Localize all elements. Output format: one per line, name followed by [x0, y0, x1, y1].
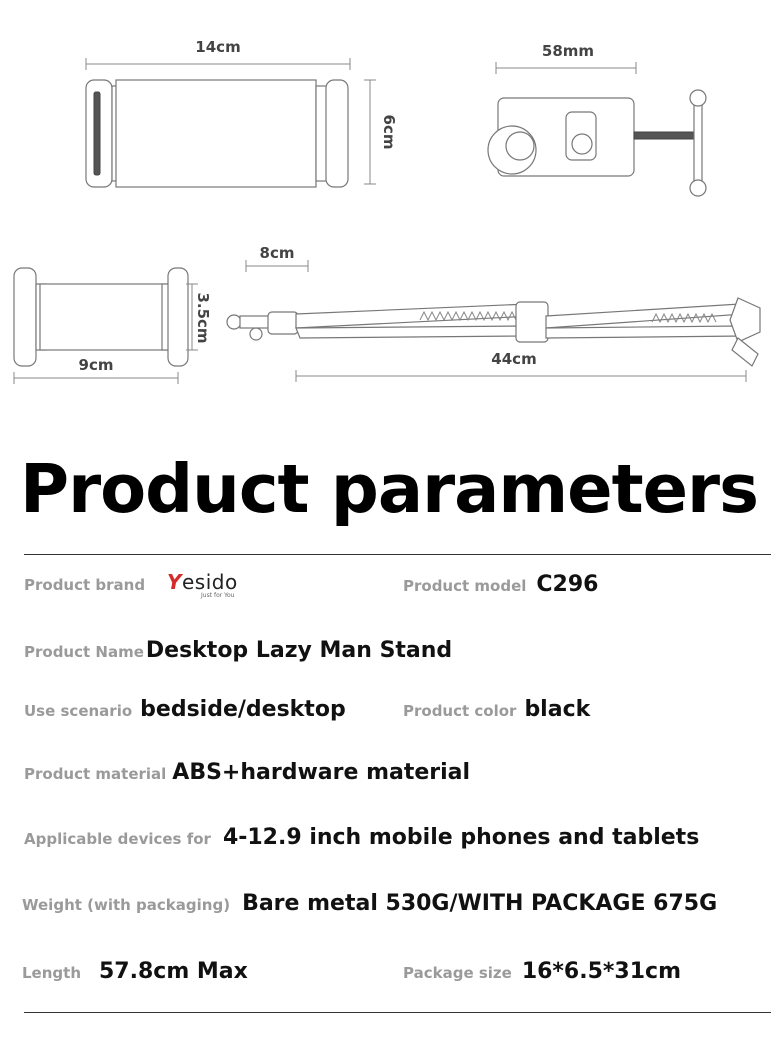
holder-min-width-label: 9cm	[78, 356, 114, 374]
holder-side-view	[14, 268, 212, 384]
name-row	[24, 638, 452, 663]
model-label: Product model	[403, 577, 527, 595]
yesido-logo: Yesido Just for You	[167, 570, 238, 599]
brand-row	[24, 576, 145, 594]
material-label: Product material	[24, 765, 167, 783]
page-title: Product parameters	[20, 450, 758, 528]
devices-value: 4-12.9 inch mobile phones and tablets	[222, 825, 700, 850]
holder-front-view	[86, 38, 398, 187]
color-row	[403, 697, 590, 722]
package-label: Package size	[403, 964, 512, 982]
name-label: Product Name	[24, 643, 144, 661]
length-row	[22, 959, 248, 984]
brand-label: Product brand	[24, 576, 146, 594]
color-label: Product color	[403, 702, 517, 720]
package-row	[403, 959, 681, 984]
material-row	[24, 760, 470, 785]
package-value: 16*6.5*31cm	[521, 959, 681, 984]
length-label: Length	[22, 964, 81, 982]
scenario-value: bedside/desktop	[140, 697, 346, 722]
devices-row	[24, 825, 699, 850]
name-value: Desktop Lazy Man Stand	[145, 638, 453, 663]
arm-side-view	[227, 244, 760, 382]
devices-label: Applicable devices for	[24, 830, 211, 848]
scenario-row	[24, 697, 346, 722]
bottom-divider	[24, 1012, 771, 1013]
short-span-label: 8cm	[259, 244, 295, 262]
model-row	[403, 572, 598, 597]
top-divider	[24, 554, 771, 555]
holder-min-height-label: 3.5cm	[194, 292, 212, 344]
weight-row	[22, 891, 717, 916]
holder-width-label: 14cm	[195, 38, 241, 56]
scenario-label: Use scenario	[24, 702, 133, 720]
color-value: black	[524, 697, 591, 722]
weight-label: Weight (with packaging)	[22, 896, 231, 914]
clamp-width-label: 58mm	[541, 42, 595, 60]
dimension-diagram	[0, 0, 778, 420]
length-value: 57.8cm Max	[99, 959, 248, 984]
holder-height-label: 6cm	[380, 114, 398, 150]
arm-length-label: 44cm	[491, 350, 537, 368]
material-value: ABS+hardware material	[172, 760, 471, 785]
weight-value: Bare metal 530G/WITH PACKAGE 675G	[242, 891, 718, 916]
clamp-view	[488, 42, 706, 196]
model-value: C296	[536, 572, 599, 597]
